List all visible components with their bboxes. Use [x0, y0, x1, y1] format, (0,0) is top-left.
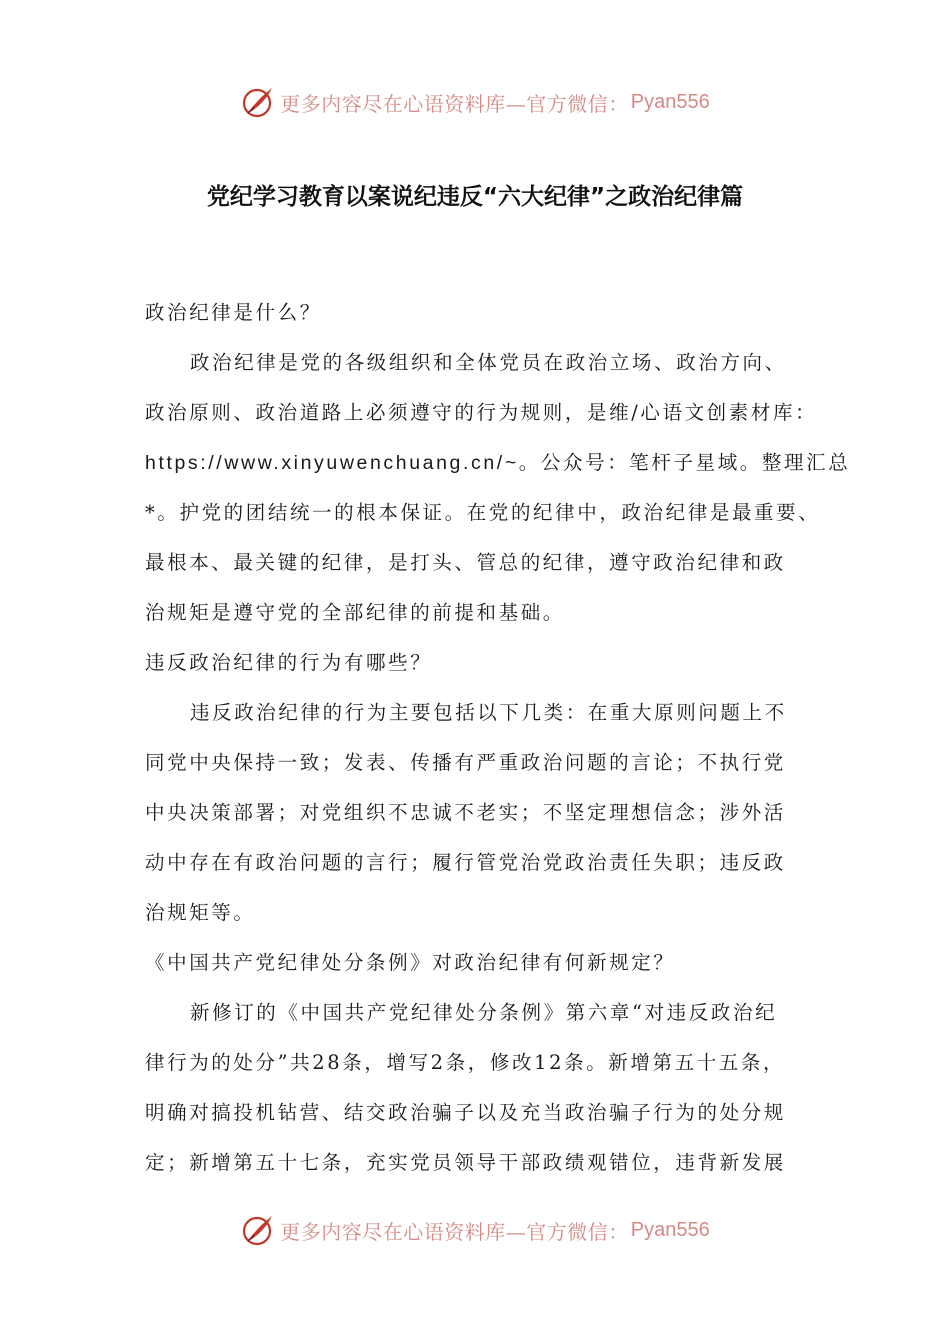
- document-title: 党纪学习教育以案说纪违反“六大纪律”之政治纪律篇: [206, 184, 744, 210]
- paragraph-line-text: https://www.xinyuwenchuang.cn/~。公众号：笔杆子星域。整理汇总: [145, 452, 851, 474]
- paragraph-line: 中央决策部署；对党组织不忠诚不老实；不坚定理想信念；涉外活: [145, 801, 786, 824]
- watermark-wechat-id: Pyan556: [630, 90, 710, 113]
- section-heading: 政治纪律是什么？: [145, 301, 322, 324]
- section-heading: 违反政治纪律的行为有哪些？: [145, 651, 433, 674]
- paragraph-line: *。护党的团结统一的根本保证。在党的纪律中，政治纪律是最重要、: [145, 501, 821, 524]
- paragraph-line: 治规矩等。: [145, 901, 256, 924]
- watermark-banner-top: [0, 80, 950, 124]
- paragraph-line: 最根本、最关键的纪律，是打头、管总的纪律，遵守政治纪律和政: [145, 551, 786, 574]
- paragraph-line: 动中存在有政治问题的言行；履行管党治党政治责任失职；违反政: [145, 851, 786, 874]
- watermark-banner-bottom: [0, 1208, 950, 1252]
- quill-pen-icon: [240, 84, 276, 120]
- paragraph-line: 同党中央保持一致；发表、传播有严重政治问题的言论；不执行党: [145, 751, 786, 774]
- section-heading: 《中国共产党纪律处分条例》对政治纪律有何新规定？: [145, 951, 676, 974]
- watermark-wechat-id: Pyan556: [630, 1218, 710, 1241]
- paragraph-line: 定；新增第五十七条，充实党员领导干部政绩观错位，违背新发展: [145, 1151, 786, 1174]
- quill-pen-icon: [240, 1212, 276, 1248]
- paragraph-line: 新修订的《中国共产党纪律处分条例》第六章“对违反政治纪: [190, 1001, 778, 1024]
- paragraph-line: 明确对搞投机钻营、结交政治骗子以及充当政治骗子行为的处分规: [145, 1101, 786, 1124]
- document-body: [145, 288, 851, 1188]
- watermark-text: 更多内容尽在心语资料库—官方微信：: [280, 1219, 629, 1244]
- paragraph-line: 政治原则、政治道路上必须遵守的行为规则，是维/心语文创素材库：: [145, 401, 818, 424]
- paragraph-line: 律行为的处分”共28条，增写2条，修改12条。新增第五十五条，: [145, 1051, 786, 1074]
- watermark-text: 更多内容尽在心语资料库—官方微信：: [280, 91, 629, 116]
- url-line: [145, 438, 851, 488]
- paragraph-line: 违反政治纪律的行为主要包括以下几类：在重大原则问题上不: [190, 701, 787, 724]
- paragraph-line: 治规矩是遵守党的全部纪律的前提和基础。: [145, 601, 565, 624]
- paragraph-line: 政治纪律是党的各级组织和全体党员在政治立场、政治方向、: [190, 351, 787, 374]
